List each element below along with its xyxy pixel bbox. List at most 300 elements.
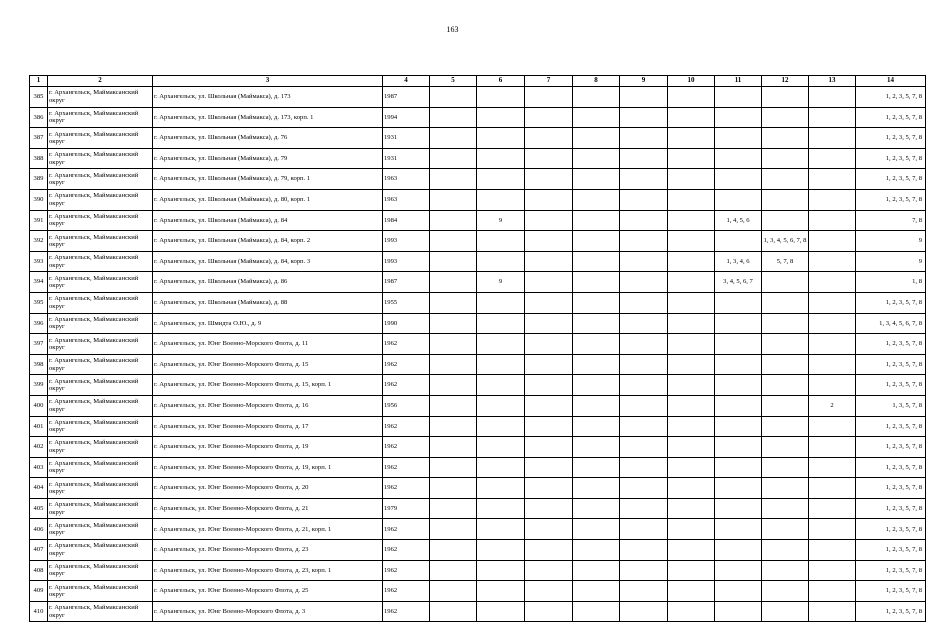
col6-cell: 9 (477, 210, 525, 231)
col14-cell: 1, 2, 3, 5, 7, 8 (856, 354, 926, 375)
empty-cell (430, 334, 477, 355)
empty-cell (525, 189, 573, 210)
year-cell: 1962 (383, 375, 430, 396)
year-cell: 1962 (383, 560, 430, 581)
column-header: 13 (809, 76, 856, 87)
empty-cell (573, 251, 620, 272)
empty-cell (668, 87, 715, 108)
col11-cell: 1, 4, 5, 6 (715, 210, 762, 231)
table-row (30, 581, 926, 602)
col13-cell (809, 292, 856, 313)
empty-cell (525, 560, 573, 581)
empty-cell (573, 498, 620, 519)
col13-cell (809, 437, 856, 458)
col12-cell (762, 437, 809, 458)
empty-cell (525, 354, 573, 375)
col11-cell (715, 128, 762, 149)
empty-cell (573, 292, 620, 313)
empty-cell (430, 354, 477, 375)
district-cell: г. Архангельск, Маймаксанский округ (48, 272, 153, 293)
row-number: 385 (30, 87, 48, 108)
year-cell: 1962 (383, 437, 430, 458)
col12-cell (762, 498, 809, 519)
row-number: 389 (30, 169, 48, 190)
address-cell: г. Архангельск, ул. Школьная (Маймакса), д. 86 (153, 272, 383, 293)
empty-cell (525, 437, 573, 458)
district-cell: г. Архангельск, Маймаксанский округ (48, 601, 153, 622)
district-cell: г. Архангельск, Маймаксанский округ (48, 354, 153, 375)
col11-cell (715, 601, 762, 622)
empty-cell (620, 128, 668, 149)
col14-cell: 1, 2, 3, 5, 7, 8 (856, 107, 926, 128)
year-cell: 1987 (383, 272, 430, 293)
column-header: 8 (573, 76, 620, 87)
year-cell: 1962 (383, 581, 430, 602)
empty-cell (525, 478, 573, 499)
address-cell: г. Архангельск, ул. Юнг Военно-Морского Флота, д. 25 (153, 581, 383, 602)
row-number: 395 (30, 292, 48, 313)
table-row (30, 560, 926, 581)
empty-cell (573, 416, 620, 437)
col13-cell (809, 189, 856, 210)
column-header: 4 (383, 76, 430, 87)
table-row (30, 251, 926, 272)
address-cell: г. Архангельск, ул. Шмидта О.Ю., д. 9 (153, 313, 383, 334)
table-row (30, 457, 926, 478)
table-row (30, 437, 926, 458)
empty-cell (668, 416, 715, 437)
empty-cell (668, 519, 715, 540)
empty-cell (573, 478, 620, 499)
empty-cell (620, 87, 668, 108)
empty-cell (573, 437, 620, 458)
data-table (29, 75, 926, 622)
col11-cell (715, 581, 762, 602)
col6-cell (477, 251, 525, 272)
col6-cell (477, 437, 525, 458)
district-cell: г. Архангельск, Маймаксанский округ (48, 334, 153, 355)
empty-cell (620, 416, 668, 437)
empty-cell (573, 457, 620, 478)
empty-cell (525, 498, 573, 519)
col12-cell (762, 478, 809, 499)
col6-cell (477, 601, 525, 622)
empty-cell (620, 189, 668, 210)
address-cell: г. Архангельск, ул. Юнг Военно-Морского Флота, д. 20 (153, 478, 383, 499)
district-cell: г. Архангельск, Маймаксанский округ (48, 148, 153, 169)
empty-cell (620, 107, 668, 128)
col6-cell (477, 292, 525, 313)
col6-cell (477, 540, 525, 561)
col12-cell (762, 107, 809, 128)
empty-cell (620, 478, 668, 499)
col11-cell (715, 107, 762, 128)
empty-cell (525, 375, 573, 396)
district-cell: г. Архангельск, Маймаксанский округ (48, 478, 153, 499)
empty-cell (620, 437, 668, 458)
col6-cell (477, 169, 525, 190)
empty-cell (620, 292, 668, 313)
district-cell: г. Архангельск, Маймаксанский округ (48, 540, 153, 561)
col13-cell (809, 519, 856, 540)
empty-cell (525, 251, 573, 272)
col14-cell: 1, 8 (856, 272, 926, 293)
empty-cell (668, 292, 715, 313)
col6-cell (477, 148, 525, 169)
col6-cell: 9 (477, 272, 525, 293)
col6-cell (477, 128, 525, 149)
col13-cell (809, 272, 856, 293)
col6-cell (477, 457, 525, 478)
column-header: 10 (668, 76, 715, 87)
col11-cell (715, 437, 762, 458)
address-cell: г. Архангельск, ул. Школьная (Маймакса), д. 173, корп. 1 (153, 107, 383, 128)
empty-cell (430, 128, 477, 149)
col14-cell: 1, 2, 3, 5, 7, 8 (856, 560, 926, 581)
row-number: 390 (30, 189, 48, 210)
empty-cell (573, 519, 620, 540)
col11-cell (715, 498, 762, 519)
col12-cell (762, 519, 809, 540)
address-cell: г. Архангельск, ул. Школьная (Маймакса), д. 76 (153, 128, 383, 149)
empty-cell (668, 210, 715, 231)
address-cell: г. Архангельск, ул. Школьная (Маймакса), д. 79, корп. 1 (153, 169, 383, 190)
empty-cell (620, 210, 668, 231)
address-cell: г. Архангельск, ул. Юнг Военно-Морского Флота, д. 11 (153, 334, 383, 355)
col12-cell: 1, 3, 4, 5, 6, 7, 8 (762, 231, 809, 252)
row-number: 406 (30, 519, 48, 540)
empty-cell (620, 334, 668, 355)
col11-cell (715, 478, 762, 499)
address-cell: г. Архангельск, ул. Юнг Военно-Морского Флота, д. 21 (153, 498, 383, 519)
empty-cell (573, 560, 620, 581)
col11-cell (715, 231, 762, 252)
row-number: 409 (30, 581, 48, 602)
empty-cell (668, 560, 715, 581)
col14-cell: 1, 2, 3, 5, 7, 8 (856, 478, 926, 499)
address-cell: г. Архангельск, ул. Школьная (Маймакса), д. 79 (153, 148, 383, 169)
empty-cell (430, 601, 477, 622)
year-cell: 1962 (383, 519, 430, 540)
district-cell: г. Архангельск, Маймаксанский округ (48, 231, 153, 252)
col14-cell: 1, 2, 3, 5, 7, 8 (856, 498, 926, 519)
col12-cell (762, 416, 809, 437)
empty-cell (430, 210, 477, 231)
empty-cell (525, 169, 573, 190)
district-cell: г. Архангельск, Маймаксанский округ (48, 519, 153, 540)
empty-cell (573, 189, 620, 210)
empty-cell (525, 334, 573, 355)
col14-cell: 1, 2, 3, 5, 7, 8 (856, 128, 926, 149)
col11-cell: 3, 4, 5, 6, 7 (715, 272, 762, 293)
year-cell: 1962 (383, 540, 430, 561)
year-cell: 1962 (383, 416, 430, 437)
col6-cell (477, 334, 525, 355)
table-row (30, 87, 926, 108)
col12-cell (762, 189, 809, 210)
col6-cell (477, 87, 525, 108)
column-header: 12 (762, 76, 809, 87)
col14-cell: 9 (856, 251, 926, 272)
col6-cell (477, 416, 525, 437)
col6-cell (477, 581, 525, 602)
table-row (30, 334, 926, 355)
col6-cell (477, 395, 525, 416)
empty-cell (573, 107, 620, 128)
empty-cell (525, 292, 573, 313)
col6-cell (477, 231, 525, 252)
row-number: 404 (30, 478, 48, 499)
district-cell: г. Архангельск, Маймаксанский округ (48, 107, 153, 128)
col14-cell: 9 (856, 231, 926, 252)
table-row (30, 292, 926, 313)
column-header: 2 (48, 76, 153, 87)
row-number: 401 (30, 416, 48, 437)
empty-cell (668, 189, 715, 210)
empty-cell (668, 437, 715, 458)
row-number: 407 (30, 540, 48, 561)
empty-cell (573, 128, 620, 149)
year-cell: 1963 (383, 189, 430, 210)
col12-cell (762, 169, 809, 190)
table-row (30, 128, 926, 149)
address-cell: г. Архангельск, ул. Школьная (Маймакса), д. 88 (153, 292, 383, 313)
empty-cell (430, 437, 477, 458)
col14-cell: 1, 2, 3, 5, 7, 8 (856, 416, 926, 437)
col14-cell: 1, 2, 3, 5, 7, 8 (856, 601, 926, 622)
col13-cell (809, 581, 856, 602)
empty-cell (525, 416, 573, 437)
page-number: 163 (446, 25, 459, 34)
address-cell: г. Архангельск, ул. Юнг Военно-Морского Флота, д. 23, корп. 1 (153, 560, 383, 581)
col14-cell: 1, 2, 3, 5, 7, 8 (856, 334, 926, 355)
district-cell: г. Архангельск, Маймаксанский округ (48, 375, 153, 396)
empty-cell (620, 148, 668, 169)
empty-cell (573, 231, 620, 252)
row-number: 405 (30, 498, 48, 519)
address-cell: г. Архангельск, ул. Юнг Военно-Морского Флота, д. 17 (153, 416, 383, 437)
table-row (30, 169, 926, 190)
year-cell: 1962 (383, 334, 430, 355)
table-row (30, 107, 926, 128)
table-row (30, 313, 926, 334)
empty-cell (668, 581, 715, 602)
empty-cell (525, 540, 573, 561)
col13-cell (809, 107, 856, 128)
empty-cell (430, 107, 477, 128)
col14-cell: 1, 2, 3, 5, 7, 8 (856, 581, 926, 602)
district-cell: г. Архангельск, Маймаксанский округ (48, 416, 153, 437)
col14-cell: 1, 2, 3, 5, 7, 8 (856, 87, 926, 108)
empty-cell (620, 581, 668, 602)
empty-cell (620, 540, 668, 561)
col12-cell (762, 128, 809, 149)
table-row (30, 540, 926, 561)
col12-cell (762, 292, 809, 313)
col12-cell (762, 334, 809, 355)
empty-cell (620, 457, 668, 478)
col12-cell (762, 354, 809, 375)
col13-cell (809, 601, 856, 622)
row-number: 408 (30, 560, 48, 581)
empty-cell (573, 354, 620, 375)
address-cell: г. Архангельск, ул. Юнг Военно-Морского Флота, д. 3 (153, 601, 383, 622)
empty-cell (620, 395, 668, 416)
empty-cell (430, 231, 477, 252)
col6-cell (477, 478, 525, 499)
year-cell: 1962 (383, 354, 430, 375)
col11-cell (715, 395, 762, 416)
year-cell: 1994 (383, 107, 430, 128)
col11-cell (715, 292, 762, 313)
col13-cell (809, 313, 856, 334)
col12-cell (762, 601, 809, 622)
row-number: 393 (30, 251, 48, 272)
empty-cell (668, 231, 715, 252)
empty-cell (573, 395, 620, 416)
col6-cell (477, 375, 525, 396)
empty-cell (525, 107, 573, 128)
empty-cell (620, 519, 668, 540)
col13-cell (809, 334, 856, 355)
address-cell: г. Архангельск, ул. Школьная (Маймакса), д. 84, корп. 3 (153, 251, 383, 272)
empty-cell (573, 375, 620, 396)
table-row (30, 148, 926, 169)
col12-cell (762, 148, 809, 169)
district-cell: г. Архангельск, Маймаксанский округ (48, 395, 153, 416)
year-cell: 1990 (383, 313, 430, 334)
year-cell: 1987 (383, 87, 430, 108)
year-cell: 1931 (383, 128, 430, 149)
column-header: 9 (620, 76, 668, 87)
col12-cell (762, 87, 809, 108)
column-header: 14 (856, 76, 926, 87)
empty-cell (573, 210, 620, 231)
empty-cell (573, 334, 620, 355)
col14-cell: 7, 8 (856, 210, 926, 231)
col6-cell (477, 189, 525, 210)
empty-cell (525, 272, 573, 293)
district-cell: г. Архангельск, Маймаксанский округ (48, 498, 153, 519)
empty-cell (668, 540, 715, 561)
year-cell: 1962 (383, 601, 430, 622)
col14-cell: 1, 3, 5, 7, 8 (856, 395, 926, 416)
year-cell: 1931 (383, 148, 430, 169)
empty-cell (430, 581, 477, 602)
col13-cell (809, 457, 856, 478)
district-cell: г. Архангельск, Маймаксанский округ (48, 87, 153, 108)
empty-cell (573, 313, 620, 334)
empty-cell (430, 148, 477, 169)
empty-cell (668, 169, 715, 190)
empty-cell (573, 601, 620, 622)
empty-cell (525, 148, 573, 169)
col13-cell (809, 210, 856, 231)
year-cell: 1962 (383, 457, 430, 478)
col11-cell (715, 87, 762, 108)
year-cell: 1979 (383, 498, 430, 519)
empty-cell (620, 169, 668, 190)
empty-cell (573, 148, 620, 169)
year-cell: 1962 (383, 478, 430, 499)
empty-cell (525, 581, 573, 602)
empty-cell (620, 498, 668, 519)
col6-cell (477, 107, 525, 128)
row-number: 397 (30, 334, 48, 355)
table-row (30, 395, 926, 416)
table-row (30, 416, 926, 437)
empty-cell (668, 354, 715, 375)
empty-cell (525, 128, 573, 149)
empty-cell (668, 478, 715, 499)
table-row (30, 272, 926, 293)
empty-cell (430, 395, 477, 416)
col12-cell (762, 560, 809, 581)
empty-cell (430, 540, 477, 561)
empty-cell (525, 87, 573, 108)
col13-cell (809, 87, 856, 108)
empty-cell (430, 292, 477, 313)
col14-cell: 1, 2, 3, 5, 7, 8 (856, 292, 926, 313)
col11-cell (715, 148, 762, 169)
empty-cell (430, 457, 477, 478)
empty-cell (573, 581, 620, 602)
header-row (30, 76, 926, 87)
row-number: 399 (30, 375, 48, 396)
col13-cell (809, 560, 856, 581)
col13-cell (809, 540, 856, 561)
empty-cell (525, 231, 573, 252)
table-row (30, 601, 926, 622)
col12-cell: 5, 7, 8 (762, 251, 809, 272)
empty-cell (525, 457, 573, 478)
col13-cell (809, 416, 856, 437)
col11-cell (715, 313, 762, 334)
col11-cell (715, 540, 762, 561)
empty-cell (430, 498, 477, 519)
column-header: 7 (525, 76, 573, 87)
empty-cell (668, 148, 715, 169)
col13-cell (809, 148, 856, 169)
empty-cell (620, 313, 668, 334)
empty-cell (430, 169, 477, 190)
col14-cell: 1, 2, 3, 5, 7, 8 (856, 375, 926, 396)
district-cell: г. Архангельск, Маймаксанский округ (48, 313, 153, 334)
district-cell: г. Архангельск, Маймаксанский округ (48, 457, 153, 478)
empty-cell (620, 601, 668, 622)
empty-cell (620, 354, 668, 375)
empty-cell (620, 251, 668, 272)
column-header: 3 (153, 76, 383, 87)
empty-cell (668, 395, 715, 416)
empty-cell (668, 498, 715, 519)
year-cell: 1963 (383, 169, 430, 190)
col11-cell (715, 519, 762, 540)
col13-cell (809, 478, 856, 499)
empty-cell (620, 560, 668, 581)
address-cell: г. Архангельск, ул. Юнг Военно-Морского Флота, д. 19 (153, 437, 383, 458)
address-cell: г. Архангельск, ул. Школьная (Маймакса), д. 80, корп. 1 (153, 189, 383, 210)
empty-cell (620, 375, 668, 396)
year-cell: 1993 (383, 251, 430, 272)
col12-cell (762, 272, 809, 293)
table-body (30, 87, 926, 622)
table-row (30, 375, 926, 396)
col6-cell (477, 354, 525, 375)
row-number: 386 (30, 107, 48, 128)
col6-cell (477, 519, 525, 540)
row-number: 392 (30, 231, 48, 252)
